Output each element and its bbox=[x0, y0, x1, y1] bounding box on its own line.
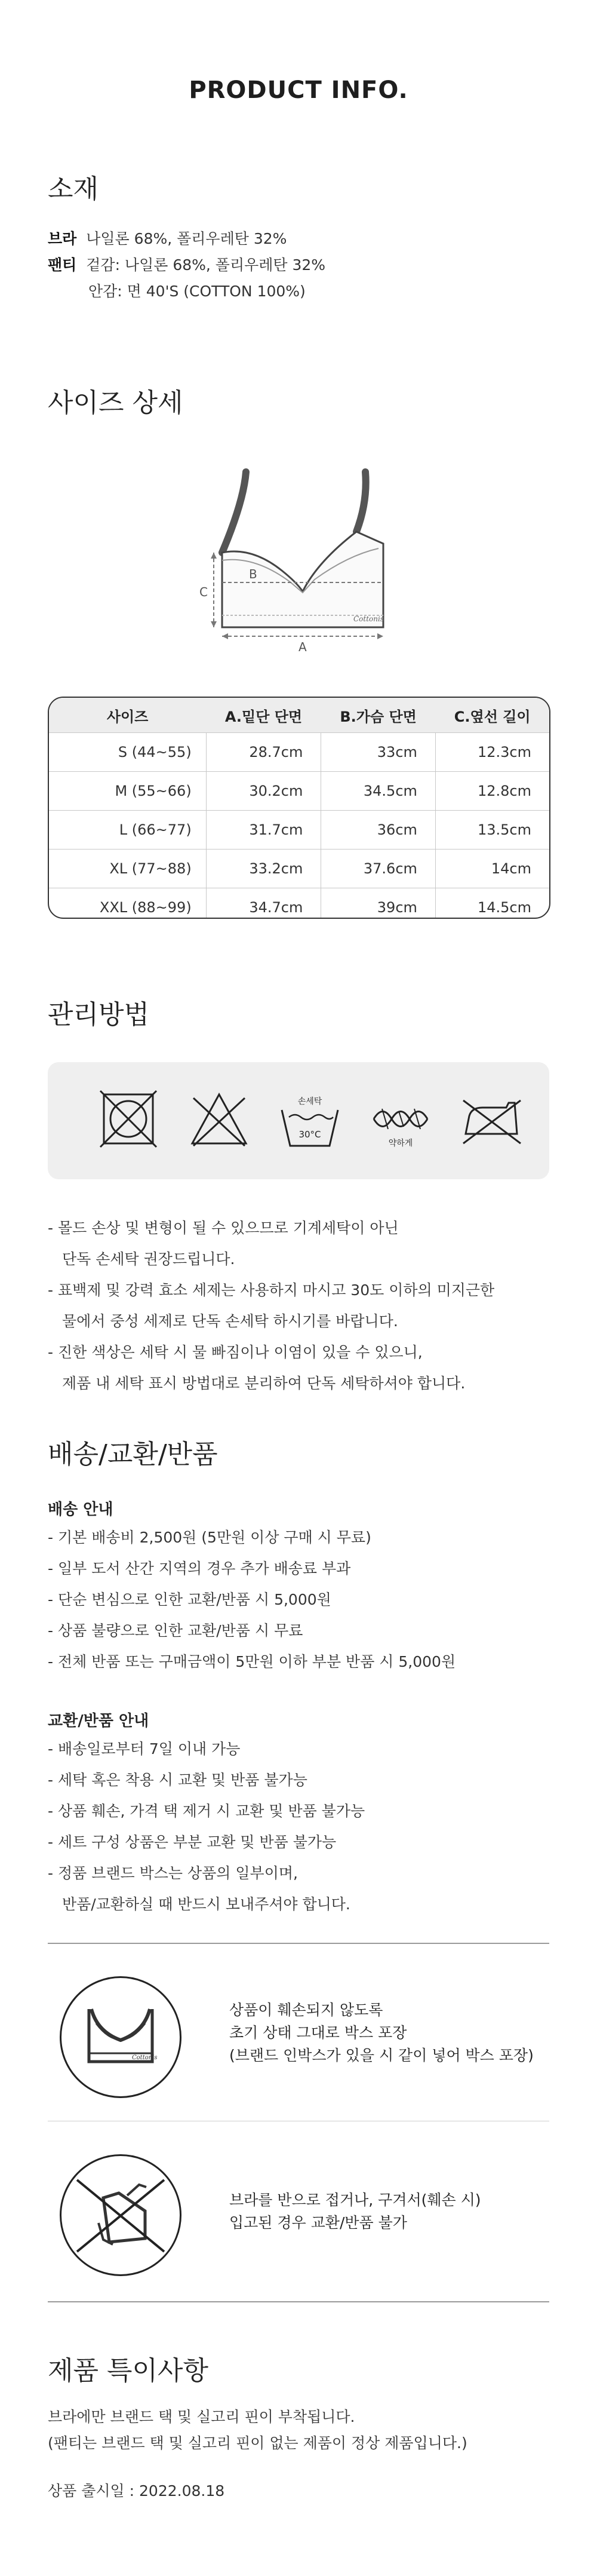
svg-text:Cottonis: Cottonis bbox=[353, 615, 384, 623]
note-line: 상품이 훼손되지 않도록 bbox=[229, 2001, 383, 2019]
care-note: - 표백제 및 강력 효소 세제는 사용하지 마시고 30도 이하의 미지근한 bbox=[48, 1281, 495, 1299]
table-cell: 33.2cm bbox=[206, 850, 321, 888]
table-row bbox=[49, 850, 549, 888]
care-note: 물에서 중성 세제로 단독 손세탁 하시기를 바랍니다. bbox=[62, 1312, 398, 1330]
folded-bra-prohibited-icon bbox=[61, 2156, 180, 2274]
table-cell: 34.7cm bbox=[206, 888, 321, 919]
diagram-label-a: A bbox=[298, 640, 307, 654]
wring-label: 약하게 bbox=[388, 1139, 413, 1148]
divider bbox=[48, 1943, 549, 1944]
note-line: 입고된 경우 교환/반품 불가 bbox=[229, 2214, 407, 2231]
special-heading: 제품 특이사항 bbox=[48, 2356, 209, 2386]
list-item: - 단순 변심으로 인한 교환/반품 시 5,000원 bbox=[48, 1591, 331, 1608]
table-cell: 31.7cm bbox=[206, 811, 321, 850]
bra-label: 브라 bbox=[48, 230, 77, 247]
no-wring-icon bbox=[368, 1086, 433, 1152]
bra-size-diagram bbox=[156, 454, 443, 675]
shipping-heading: 배송/교환/반품 bbox=[48, 1439, 218, 1470]
fold-note bbox=[229, 2189, 481, 2234]
table-row bbox=[49, 811, 549, 850]
table-cell: 12.3cm bbox=[435, 733, 549, 772]
svg-text:Cottonis: Cottonis bbox=[132, 2054, 158, 2061]
panty-label: 팬티 bbox=[48, 256, 77, 274]
delivery-list bbox=[48, 1522, 561, 1678]
care-note: 제품 내 세탁 표시 방법대로 분리하여 단독 세탁하셔야 합니다. bbox=[62, 1375, 466, 1392]
release-date: 상품 출시일 : 2022.08.18 bbox=[48, 2482, 225, 2500]
list-item: - 상품 훼손, 가격 택 제거 시 교환 및 반품 불가능 bbox=[48, 1802, 365, 1820]
table-row bbox=[49, 733, 549, 772]
material-panty-row bbox=[48, 252, 325, 278]
no-tumble-dry-icon bbox=[96, 1086, 161, 1152]
no-bleach-icon bbox=[186, 1086, 252, 1152]
size-cell: XL (77~88) bbox=[49, 850, 206, 888]
list-item: - 전체 반품 또는 구매금액이 5만원 이하 부분 반품 시 5,000원 bbox=[48, 1653, 456, 1670]
special-line-1: 브라에만 브랜드 택 및 실고리 핀이 부착됩니다. bbox=[48, 2408, 355, 2425]
return-title: 교환/반품 안내 bbox=[48, 1712, 149, 1730]
table-cell: 36cm bbox=[321, 811, 436, 850]
table-cell: 14cm bbox=[435, 850, 549, 888]
table-row bbox=[49, 888, 549, 919]
care-icons-box bbox=[48, 1062, 549, 1179]
size-table-header: C.옆선 길이 bbox=[435, 698, 549, 733]
table-cell: 34.5cm bbox=[321, 772, 436, 811]
list-item: - 기본 배송비 2,500원 (5만원 이상 구매 시 무료) bbox=[48, 1529, 371, 1546]
material-bra-row bbox=[48, 226, 287, 252]
special-line-2: (팬티는 브랜드 택 및 실고리 핀이 없는 제품이 정상 제품입니다.) bbox=[48, 2434, 467, 2452]
size-cell: M (55~66) bbox=[49, 772, 206, 811]
list-item: 반품/교환하실 때 반드시 보내주셔야 합니다. bbox=[62, 1896, 350, 1913]
diagram-label-b: B bbox=[249, 567, 257, 581]
list-item: - 배송일로부터 7일 이내 가능 bbox=[48, 1740, 241, 1758]
bra-icon bbox=[61, 1978, 180, 2096]
size-detail-heading: 사이즈 상세 bbox=[48, 388, 183, 418]
packaging-note bbox=[229, 1999, 534, 2067]
table-cell: 12.8cm bbox=[435, 772, 549, 811]
size-cell: L (66~77) bbox=[49, 811, 206, 850]
material-heading: 소재 bbox=[48, 174, 99, 204]
boxed-bra-illustration bbox=[60, 1976, 181, 2098]
page-title: PRODUCT INFO. bbox=[189, 76, 408, 104]
note-line: 초기 상태 그대로 박스 포장 bbox=[229, 2024, 407, 2041]
size-table bbox=[48, 697, 550, 919]
list-item: - 세탁 혹은 착용 시 교환 및 반품 불가능 bbox=[48, 1771, 307, 1789]
table-cell: 30.2cm bbox=[206, 772, 321, 811]
table-cell: 37.6cm bbox=[321, 850, 436, 888]
panty-inner: 안감: 면 40'S (COTTON 100%) bbox=[88, 283, 306, 300]
note-line: (브랜드 인박스가 있을 시 같이 넣어 박스 포장) bbox=[229, 2047, 534, 2064]
table-cell: 33cm bbox=[321, 733, 436, 772]
diagram-label-c: C bbox=[199, 585, 208, 599]
list-item: - 상품 불량으로 인한 교환/반품 시 무료 bbox=[48, 1622, 303, 1639]
no-iron-icon bbox=[458, 1086, 524, 1152]
list-item: - 일부 도서 산간 지역의 경우 추가 배송료 부과 bbox=[48, 1560, 351, 1577]
hand-wash-label: 손세탁 bbox=[297, 1097, 322, 1106]
panty-outer: 겉감: 나일론 68%, 폴리우레탄 32% bbox=[86, 256, 326, 274]
table-cell: 13.5cm bbox=[435, 811, 549, 850]
size-table-header: B.가슴 단면 bbox=[321, 698, 436, 733]
care-note: - 진한 색상은 세탁 시 물 빠짐이나 이염이 있을 수 있으니, bbox=[48, 1344, 423, 1361]
list-item: - 세트 구성 상품은 부분 교환 및 반품 불가능 bbox=[48, 1833, 337, 1851]
care-notes bbox=[48, 1213, 561, 1399]
care-heading: 관리방법 bbox=[48, 999, 150, 1030]
list-item: - 정품 브랜드 박스는 상품의 일부이며, bbox=[48, 1864, 298, 1882]
size-cell: XXL (88~99) bbox=[49, 888, 206, 919]
note-line: 브라를 반으로 접거나, 구겨서(훼손 시) bbox=[229, 2191, 481, 2209]
table-row bbox=[49, 772, 549, 811]
size-cell: S (44~55) bbox=[118, 744, 192, 760]
hand-wash-temp: 30°C bbox=[298, 1129, 321, 1140]
bra-value: 나일론 68%, 폴리우레탄 32% bbox=[86, 230, 287, 247]
delivery-title: 배송 안내 bbox=[48, 1501, 113, 1519]
size-table-header: A.밑단 단면 bbox=[206, 698, 321, 733]
care-note: 단독 손세탁 권장드립니다. bbox=[62, 1250, 235, 1268]
table-cell: 39cm bbox=[321, 888, 436, 919]
divider bbox=[48, 2301, 549, 2302]
table-cell: 14.5cm bbox=[435, 888, 549, 919]
table-cell: 28.7cm bbox=[206, 733, 321, 772]
return-list bbox=[48, 1734, 561, 1920]
hand-wash-icon bbox=[277, 1086, 343, 1152]
folded-bra-illustration bbox=[60, 2154, 181, 2276]
care-note: - 몰드 손상 및 변형이 될 수 있으므로 기계세탁이 아닌 bbox=[48, 1219, 399, 1237]
size-table-header: 사이즈 bbox=[49, 698, 206, 733]
